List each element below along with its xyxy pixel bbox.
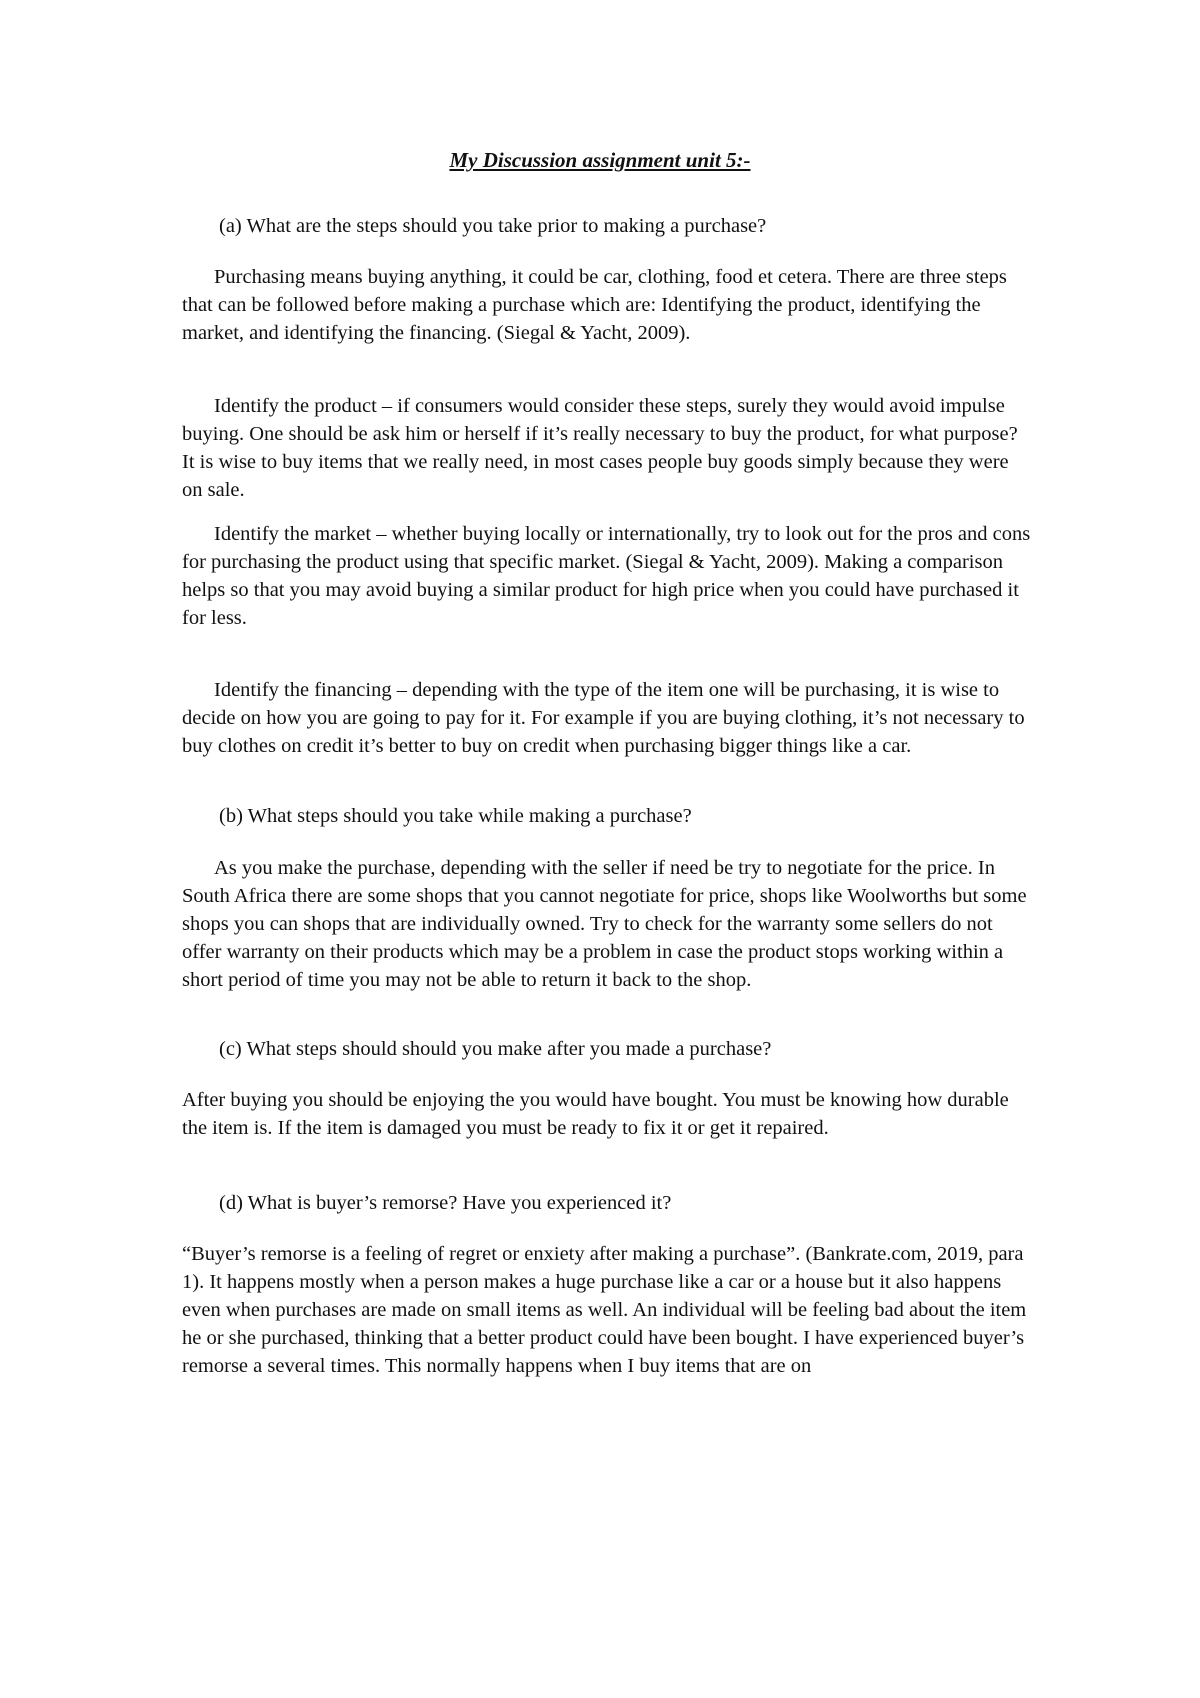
question-a: (a) What are the steps should you take prior to making a purchase? <box>219 215 767 237</box>
paragraph-purchasing-intro: Purchasing means buying anything, it could be car, clothing, food et cetera. There are three steps that can be followed before making a purchase which are: Identifying the product, identifying the market, and identifying the financing. (Siegal & Yacht, 2009). <box>182 266 1007 344</box>
paragraph-identify-financing: Identify the financing – depending with the type of the item one will be purchasing, it is wise to decide on how you are going to pay for it. For example if you are buying clothing, it’s not necessary to buy clothes on credit it’s better to buy on credit when purchasing bigger things like a car. <box>182 679 1025 757</box>
document-title: My Discussion assignment unit 5:- <box>449 148 751 172</box>
paragraph-while-purchasing: As you make the purchase, depending with the seller if need be try to negotiate for the price. In South Africa there are some shops that you cannot negotiate for price, shops like Woolworths but some shops you can shops that are individually owned. Try to check for the warranty some sellers do not offer warranty on their products which may be a problem in case the product stops working within a short period of time you may not be able to return it back to the shop. <box>182 857 1027 991</box>
question-d: (d) What is buyer’s remorse? Have you experienced it? <box>219 1192 672 1214</box>
paragraph-identify-product: Identify the product – if consumers would consider these steps, surely they would avoid impulse buying. One should be ask him or herself if it’s really necessary to buy the product, for what purpose? It is wise to buy items that we really need, in most cases people buy goods simply because they were on sale. <box>182 395 1018 501</box>
question-c: (c) What steps should should you make after you made a purchase? <box>219 1038 772 1060</box>
paragraph-after-purchase: After buying you should be enjoying the you would have bought. You must be knowing how durable the item is. If the item is damaged you must be ready to fix it or get it repaired. <box>182 1089 1009 1139</box>
paragraph-buyers-remorse: “Buyer’s remorse is a feeling of regret or enxiety after making a purchase”. (Bankrate.com, 2019, para 1). It happens mostly when a person makes a huge purchase like a car or a house but it also happens even when purchases are made on small items as well. An individual will be feeling bad about the item he or she purchased, thinking that a better product could have been bought. I have experienced buyer’s remorse a several times. This normally happens when I buy items that are on <box>182 1243 1027 1377</box>
question-b: (b) What steps should you take while making a purchase? <box>219 805 692 827</box>
paragraph-identify-market: Identify the market – whether buying locally or internationally, try to look out for the pros and cons for purchasing the product using that specific market. (Siegal & Yacht, 2009). Making a comparison helps so that you may avoid buying a similar product for high price when you could have purchased it for less. <box>182 523 1031 629</box>
